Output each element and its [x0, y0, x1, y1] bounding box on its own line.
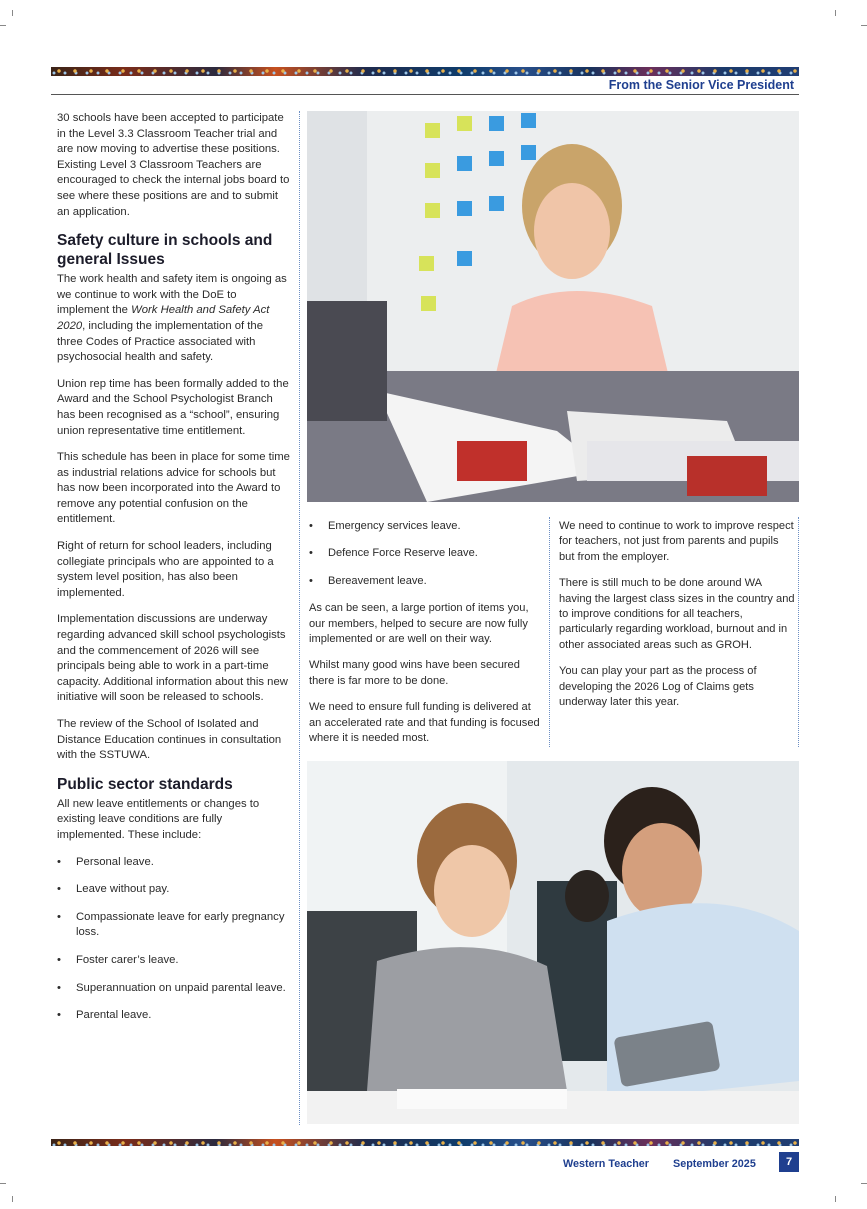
paragraph: Implementation discussions are underway regarding advanced skill school psychologists and the commencement of 2026 will see principals being able to work in a part-time capacity. Additional information about this new initiative will soon be released to schools.: [57, 613, 288, 704]
article-column-left: [57, 111, 290, 1036]
list-item: • Leave without pay.: [57, 882, 290, 898]
paragraph: As can be seen, a large portion of items you, our members, helped to secure are now fully implemented or are well on their way.: [309, 602, 529, 646]
crop-mark: [835, 1196, 836, 1202]
column-divider: [299, 111, 300, 1125]
heading-public-sector: Public sector standards: [57, 775, 233, 793]
leave-list: [57, 855, 290, 1024]
column-divider: [798, 517, 799, 747]
list-item: • Defence Force Reserve leave.: [309, 546, 541, 561]
decorative-band-top: [51, 67, 799, 76]
crop-mark: [12, 10, 13, 16]
header-rule: [51, 94, 799, 95]
crop-mark: [835, 10, 836, 16]
list-item: • Personal leave.: [57, 855, 290, 871]
paragraph: 30 schools have been accepted to participate in the Level 3.3 Classroom Teacher trial and are now moving to advertise these positions. Existing Level 3 Classroom Teachers are encouraged to check the internal jobs board to see where these positions are and to submit an application.: [57, 112, 290, 218]
page-number: 7: [779, 1152, 799, 1172]
decorative-band-bottom: [51, 1139, 799, 1146]
article-column-right: [559, 519, 795, 721]
article-column-middle: [309, 519, 541, 757]
crop-mark: [861, 25, 867, 26]
paragraph: There is still much to be done around WA having the largest class sizes in the country and to improve conditions for all teachers, particularly regarding workload, burnout and in other associated areas such as GROH.: [559, 577, 795, 651]
paragraph: This schedule has been in place for some time as industrial relations advice for schools but has now been incorporated into the Award to remove any potential confusion on the entitlement.: [57, 451, 290, 526]
issue-date: September 2025: [673, 1158, 756, 1170]
list-item: • Parental leave.: [57, 1008, 290, 1024]
list-item: • Compassionate leave for early pregnancy loss.: [57, 910, 290, 941]
paragraph: Union rep time has been formally added to the Award and the School Psychologist Branch has been recognised as a “school”, ensuring union representative time entitlement.: [57, 377, 289, 437]
list-item: • Foster carer’s leave.: [57, 953, 290, 969]
publication-name: Western Teacher: [563, 1158, 650, 1170]
photo-teacher-with-papers: [307, 111, 799, 502]
photo-teacher-helping-student: [307, 761, 799, 1124]
paragraph: We need to ensure full funding is delivered at an accelerated rate and that funding is focused where it is needed most.: [309, 701, 540, 745]
paragraph: The work health and safety item is ongoing as we continue to work with the DoE to implement the Work Health and Safety Act 2020, including the implementation of the three Codes of Practice associated with psychosocial health and safety.: [57, 273, 287, 364]
act-title: Work Health and Safety Act 2020: [57, 304, 270, 332]
photo-teacher-illustration: [307, 111, 799, 502]
column-divider: [549, 517, 550, 747]
crop-mark: [861, 1183, 867, 1184]
paragraph: All new leave entitlements or changes to existing leave conditions are fully implemented. These include:: [57, 797, 260, 841]
list-item: • Emergency services leave.: [309, 519, 541, 534]
section-title: From the Senior Vice President: [608, 78, 794, 92]
paragraph: The review of the School of Isolated and Distance Education continues in consultation with the SSTUWA.: [57, 718, 282, 762]
leave-list-continued: [309, 519, 541, 589]
list-item: • Superannuation on unpaid parental leave.: [57, 981, 290, 997]
list-item: • Bereavement leave.: [309, 574, 541, 589]
crop-mark: [0, 1183, 6, 1184]
photo-classroom-illustration: [307, 761, 799, 1124]
paragraph: Right of return for school leaders, including collegiate principals who are appointed to a system level position, has also been implemented.: [57, 540, 274, 599]
paragraph: We need to continue to work to improve respect for teachers, not just from parents and pupils but from the employer.: [559, 520, 794, 563]
heading-safety-culture: Safety culture in schools and general Issues: [57, 232, 273, 269]
crop-mark: [0, 25, 6, 26]
paragraph: Whilst many good wins have been secured there is far more to be done.: [309, 659, 520, 687]
crop-mark: [12, 1196, 13, 1202]
paragraph: You can play your part as the process of developing the 2026 Log of Claims gets underway later this year.: [559, 665, 757, 709]
